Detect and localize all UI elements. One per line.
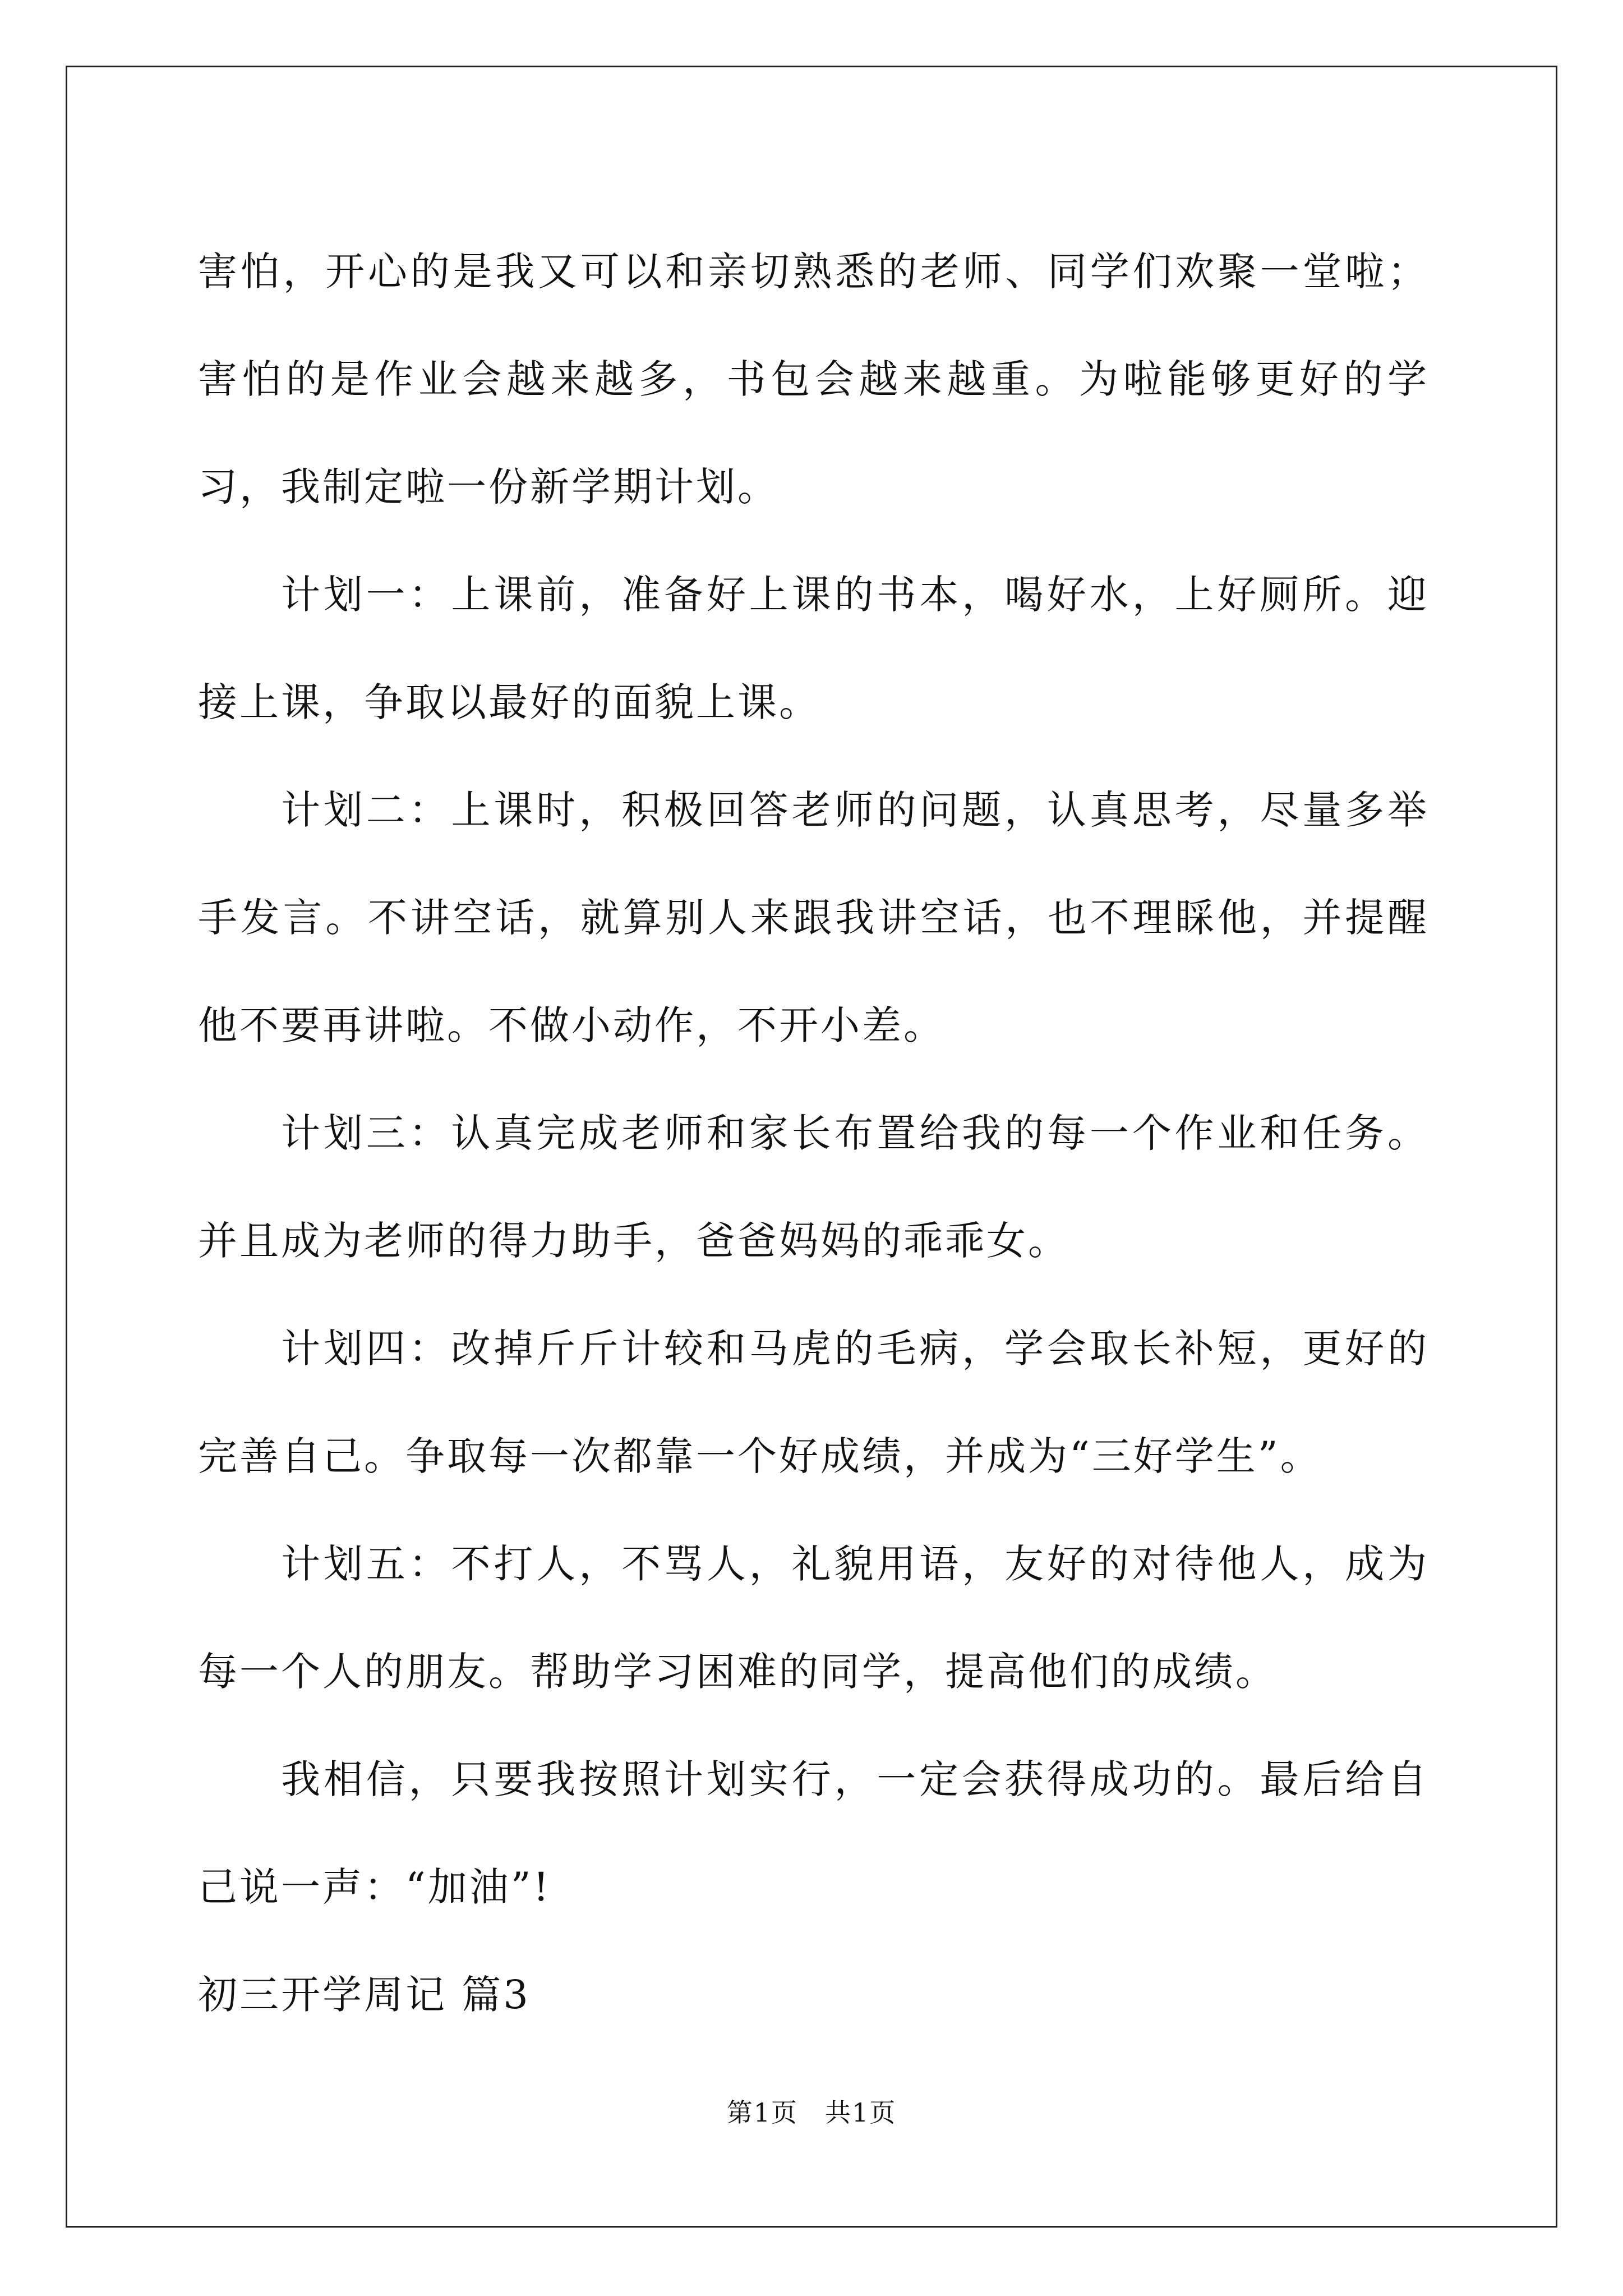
- document-body: [198, 218, 1429, 2049]
- paragraph-plan-4: 计划四：改掉斤斤计较和马虎的毛病，学会取长补短，更好的完善自己。争取每一次都靠一个好成绩，并成为“三好学生”。: [198, 1326, 1429, 1479]
- paragraph-plan-2: 计划二：上课时，积极回答老师的问题，认真思考，尽量多举手发言。不讲空话，就算别人来跟我讲空话，也不理睬他，并提醒他不要再讲啦。不做小动作，不开小差。: [198, 787, 1429, 1048]
- page-number-current: 第1页: [726, 2097, 798, 2128]
- paragraph-plan-3: 计划三：认真完成老师和家长布置给我的每一个作业和任务。并且成为老师的得力助手，爸爸妈妈的乖乖女。: [198, 1110, 1429, 1264]
- page-number-total: 共1页: [825, 2097, 897, 2128]
- paragraph-conclusion: 我相信，只要我按照计划实行，一定会获得成功的。最后给自己说一声：“加油”!: [198, 1756, 1429, 1910]
- paragraph-intro: 害怕，开心的是我又可以和亲切熟悉的老师、同学们欢聚一堂啦；害怕的是作业会越来越多，书包会越来越重。为啦能够更好的学习，我制定啦一份新学期计划。: [198, 249, 1429, 510]
- section-heading: 初三开学周记 篇3: [198, 1972, 531, 2018]
- page-footer: [0, 2092, 1623, 2129]
- paragraph-plan-1: 计划一：上课前，准备好上课的书本，喝好水，上好厕所。迎接上课，争取以最好的面貌上课。: [198, 572, 1429, 725]
- paragraph-plan-5: 计划五：不打人，不骂人，礼貌用语，友好的对待他人，成为每一个人的朋友。帮助学习困难的同学，提高他们的成绩。: [198, 1541, 1429, 1695]
